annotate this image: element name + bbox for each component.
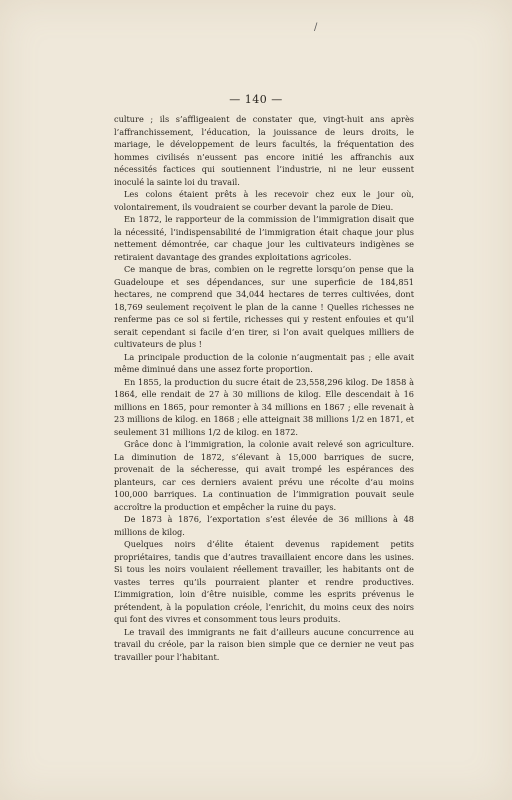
body-text (114, 113, 414, 663)
paragraph: Quelques noirs d’élite étaient devenus rapidement petits propriétaires, tandis que d’autres travaillaient encore dans les usines. Si tous les noirs voulaient réellement travailler, les habitants ont de vastes terres qu’ils pourraient planter et rendre productives. L’immigration, loin d’être nuisible, comme les esprits prévenus le prétendent, à la population créole, l’enrichit, du moins ceux des noirs qui font des vivres et consomment tous leurs produits. (114, 539, 414, 624)
paragraph: De 1873 à 1876, l’exportation s’est élevée de 36 millions à 48 millions de kilog. (114, 514, 414, 537)
paragraph: Grâce donc à l’immigration, la colonie avait relevé son agriculture. La diminution de 1872, s’élevant à 15,000 barriques de sucre, provenait de la sécheresse, qui avait trompé les espérances des planteurs, car ces derniers avaient prévu une récolte d’au moins 100,000 barriques. La continuation de l’immigration pouvait seule accroître la production et empêcher la ruine du pays. (114, 439, 414, 512)
paragraph: En 1855, la production du sucre était de 23,558,296 kilog. De 1858 à 1864, elle rendait de 27 à 30 millions de kilog. Elle descendait à 16 millions en 1865, pour remonter à 34 millions en 1867 ; elle revenait à 23 millions de kilog. en 1868 ; elle atteignait 38 millions 1/2 en 1871, et seulement 31 millions 1/2 de kilog. en 1872. (114, 376, 414, 437)
paragraph: Ce manque de bras, combien on le regrette lorsqu’on pense que la Guadeloupe et ses dépendances, sur une superficie de 184,851 hectares, ne comprend que 34,044 hectares de terres cultivées, dont 18,769 seulement reçoivent le plan de la canne ! Quelles richesses ne renferme pas ce sol si fertile, richesses qui y restent enfouies et qu’il serait cependant si facile d’en tirer, si l’on avait quelques milliers de cultivateurs de plus ! (114, 264, 414, 349)
paragraph: En 1872, le rapporteur de la commission de l’immigration disait que la nécessité, l’indispensabilité de l’immigration était chaque jour plus nettement démontrée, car chaque jour les cultivateurs indigènes se retiraient davantage des grandes exploitations agricoles. (114, 214, 414, 262)
paragraph: culture ; ils s’affligeaient de constater que, vingt-huit ans après l’affranchissement, l’éducation, la jouissance de leurs droits, le mariage, le développement de leurs facultés, la fréquentation des hommes civilisés n’eussent pas encore initié les affranchis aux nécessités factices qui soutiennent l’industrie, ni ne leur eussent inoculé la sainte loi du travail. (114, 114, 414, 187)
ink-mark: / (314, 22, 318, 33)
paragraph: Le travail des immigrants ne fait d’ailleurs aucune concurrence au travail du créole, par la raison bien simple que ce dernier ne veut pas travailler pour l’habitant. (114, 626, 414, 662)
page-number: — 140 — (229, 93, 283, 106)
paragraph: Les colons étaient prêts à les recevoir chez eux le jour où, volontairement, ils voudraient se courber devant la parole de Dieu. (114, 189, 414, 212)
paragraph: La principale production de la colonie n’augmentait pas ; elle avait même diminué dans une assez forte proportion. (114, 351, 414, 374)
